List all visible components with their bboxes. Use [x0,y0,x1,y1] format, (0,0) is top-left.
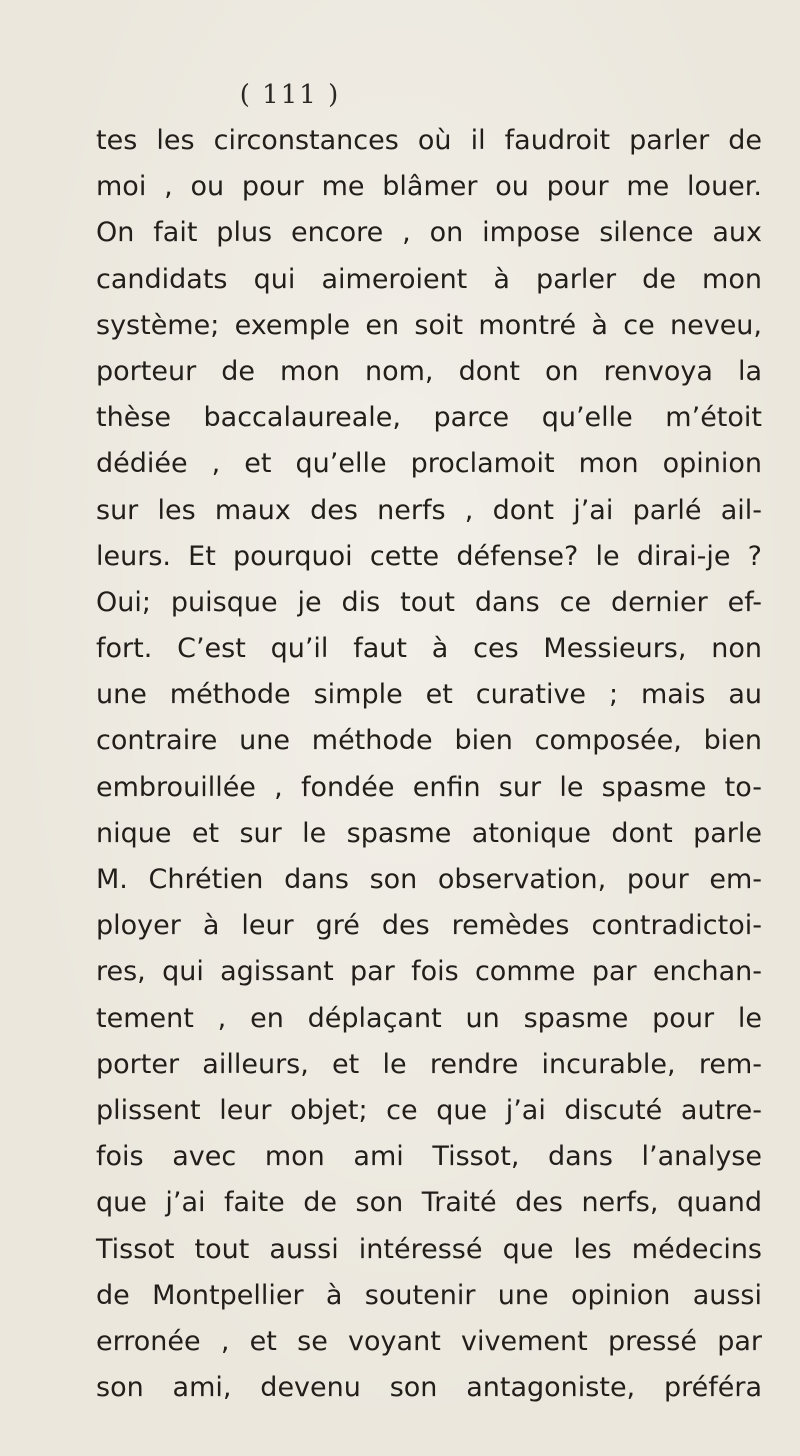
text-line: plissent leur objet; ce que j’ai discuté autre- [96,1094,762,1126]
page-number: ( 111 ) [239,80,341,110]
text-line: M. Chrétien dans son observation, pour em- [96,864,762,895]
text-line: contraire une méthode bien composée, bien [96,725,762,757]
text-line: nique et sur le spasme atonique dont parle [96,817,762,849]
text-line: leurs. Et pourquoi cette défense? le dirai-je ? [96,540,762,572]
text-line: que j’ai faite de son Traité des nerfs, quand [96,1187,762,1219]
text-line: système; exemple en soit montré à ce neveu, [96,309,762,341]
text-line: thèse baccalaureale, parce qu’elle m’étoit [96,402,762,434]
text-line: Tissot tout aussi intéressé que les médecins [96,1233,762,1265]
text-line: fort. C’est qu’il faut à ces Messieurs, non [96,633,762,665]
text-line: porter ailleurs, et le rendre incurable, rem- [96,1048,762,1080]
text-line: une méthode simple et curative ; mais au [96,679,762,711]
text-line: dédiée , et qu’elle proclamoit mon opinion [96,448,762,480]
text-line: On fait plus encore , on impose silence aux [96,217,762,249]
text-line: res, qui agissant par fois comme par enchan- [96,956,762,988]
text-line: moi , ou pour me blâmer ou pour me louer. [96,171,762,203]
text-line: candidats qui aimeroient à parler de mon [96,263,762,295]
body-text [96,118,762,1411]
text-line: de Montpellier à soutenir une opinion aussi [96,1279,762,1311]
text-line: porteur de mon nom, dont on renvoya la [96,355,762,387]
text-line: Oui; puisque je dis tout dans ce dernier ef- [96,586,762,618]
text-line: erronée , et se voyant vivement pressé par [96,1325,762,1357]
text-line: tes les circonstances où il faudroit parler de [96,125,762,156]
text-line: tement , en déplaçant un spasme pour le [96,1002,762,1034]
text-line: ployer à leur gré des remèdes contradictoi- [96,910,762,942]
text-line: son ami, devenu son antagoniste, préféra [96,1372,762,1404]
text-line: sur les maux des nerfs , dont j’ai parlé ail- [96,494,762,526]
text-line: embrouillée , fondée enfin sur le spasme to- [96,771,762,803]
text-line: fois avec mon ami Tissot, dans l’analyse [96,1141,762,1173]
